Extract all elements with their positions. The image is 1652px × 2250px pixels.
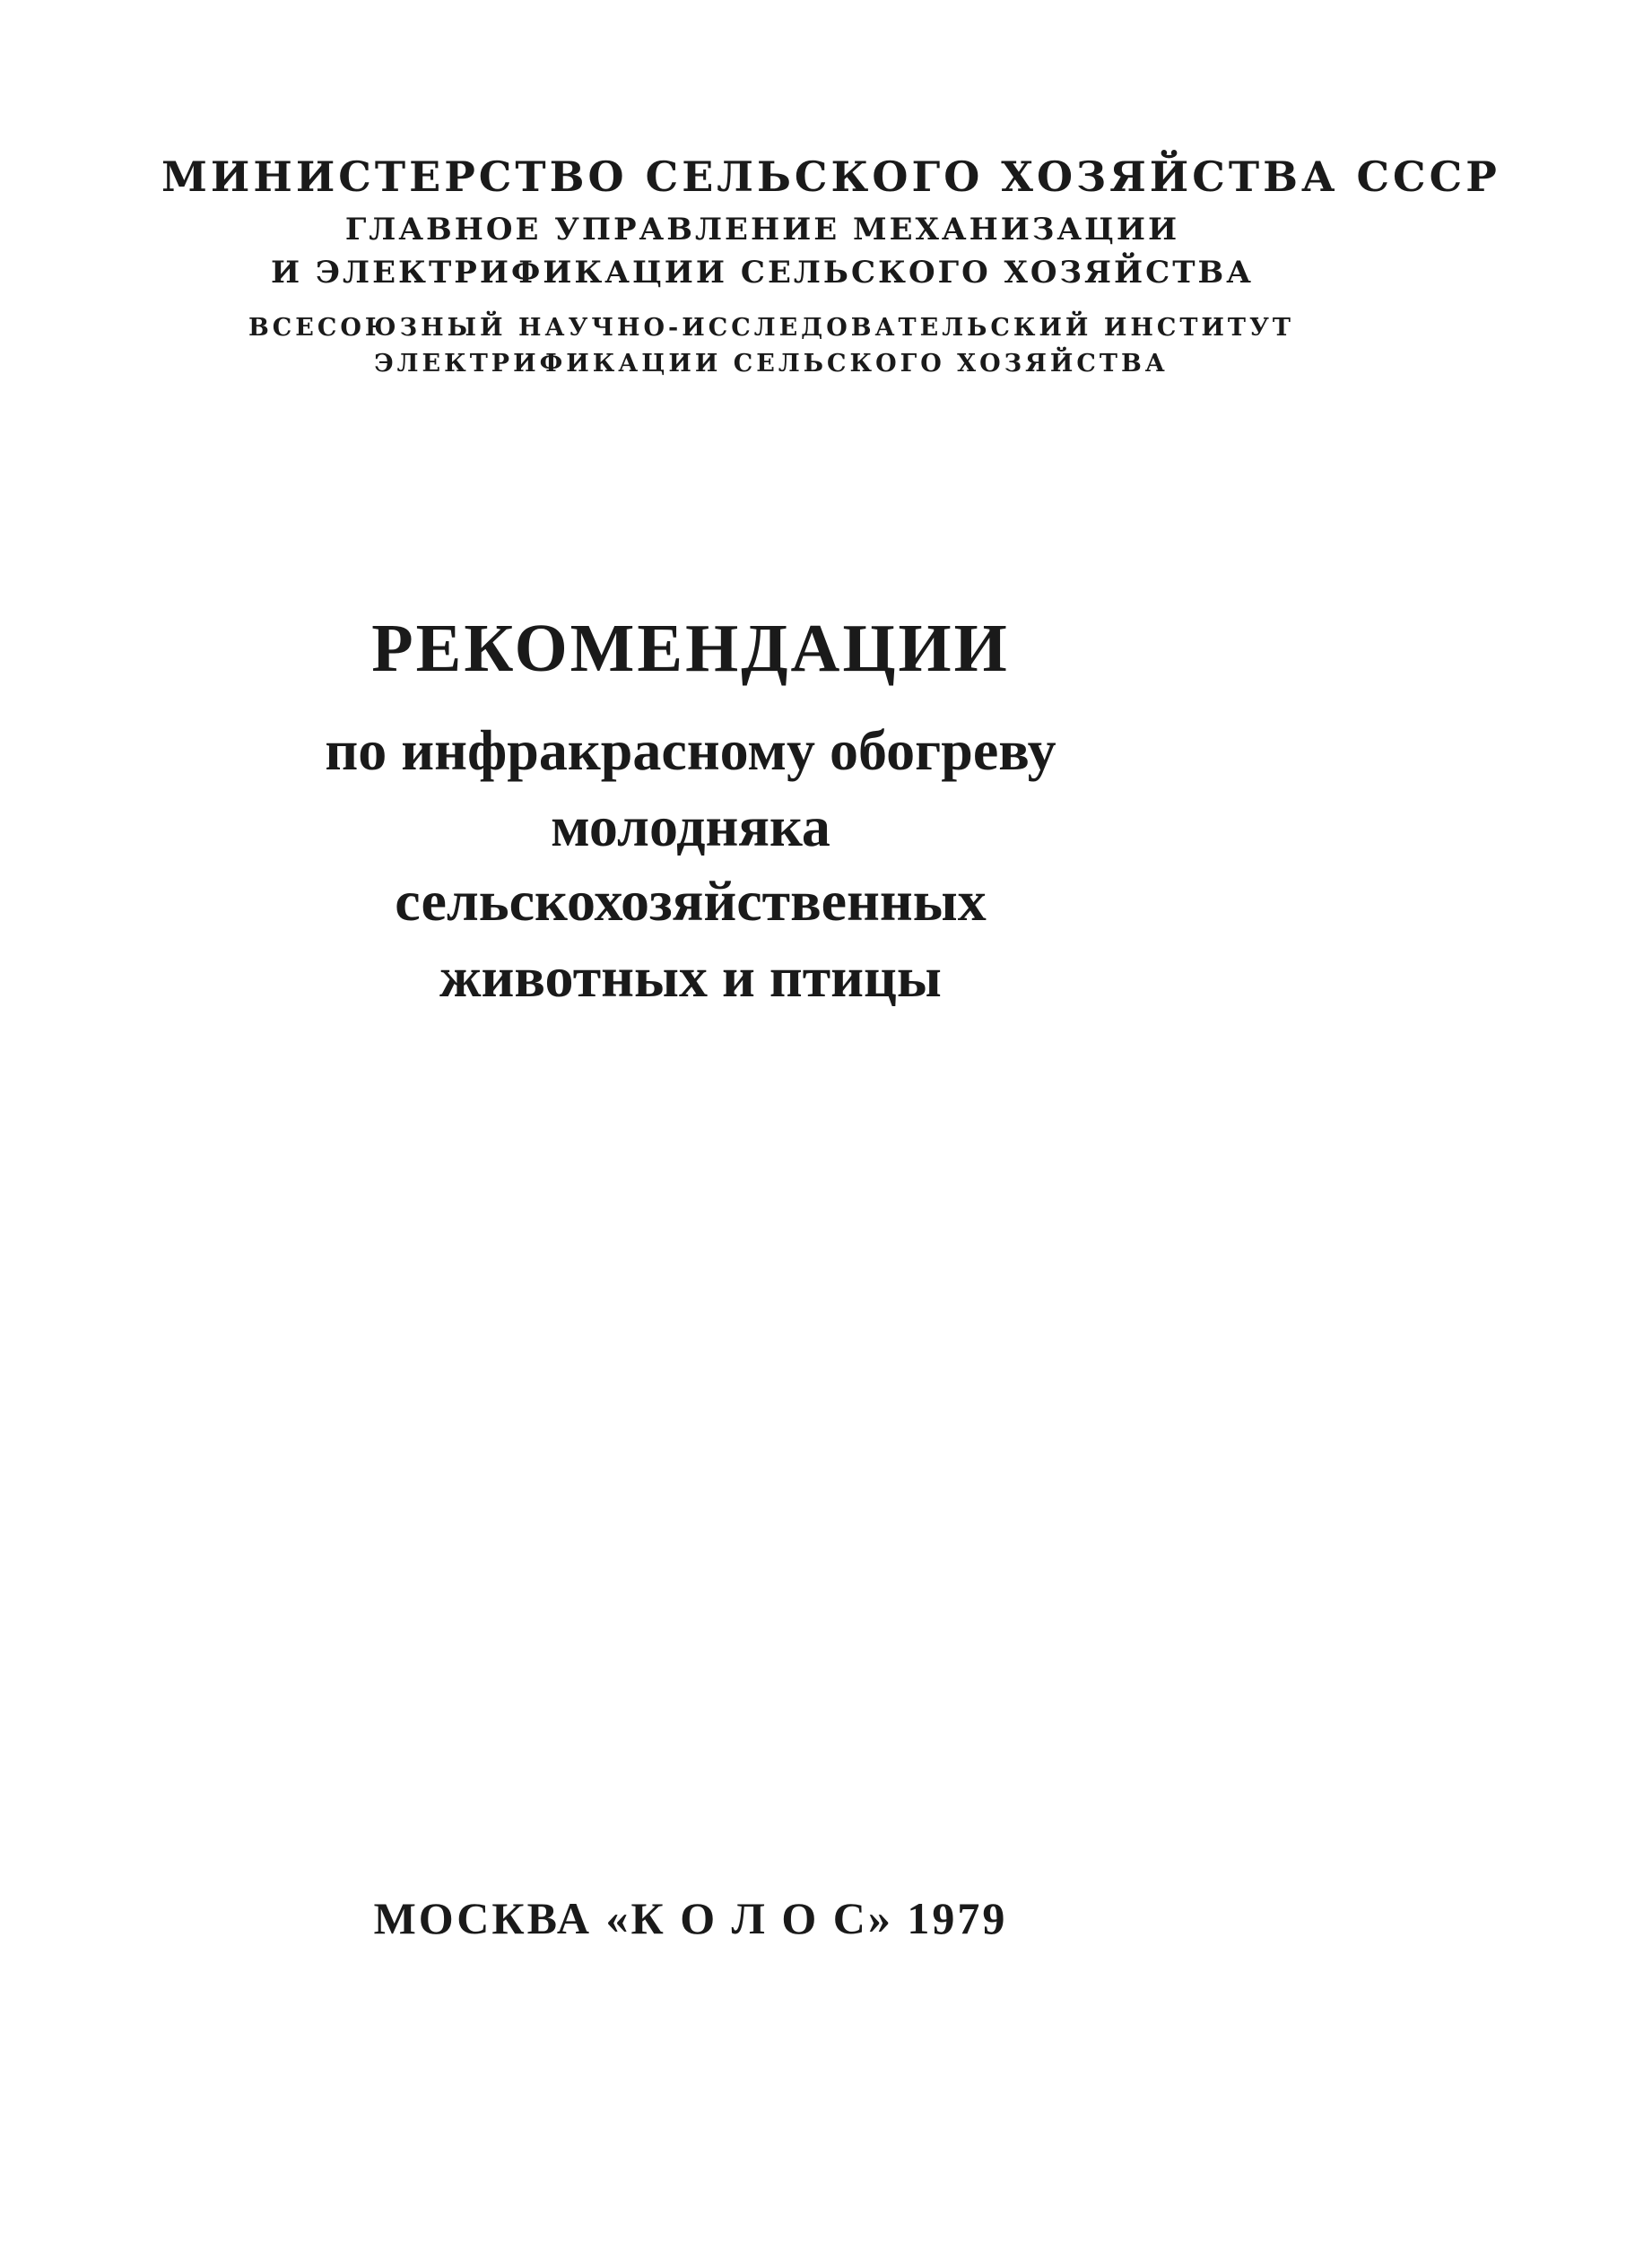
- department-heading-line-1: ГЛАВНОЕ УПРАВЛЕНИЕ МЕХАНИЗАЦИИ: [344, 212, 1180, 248]
- ministry-heading: МИНИСТЕРСТВО СЕЛЬСКОГО ХОЗЯЙСТВА СССР: [161, 152, 1500, 201]
- subtitle-line-1: по инфракрасному обогреву: [325, 718, 1056, 782]
- subtitle-line-4: животных и птицы: [439, 945, 942, 1009]
- document-title: РЕКОМЕНДАЦИИ: [371, 611, 1010, 686]
- institute-heading-line-2: ЭЛЕКТРИФИКАЦИИ СЕЛЬСКОГО ХОЗЯЙСТВА: [374, 350, 1169, 378]
- subtitle-line-3: сельскохозяйственных: [395, 869, 987, 933]
- department-heading-line-2: И ЭЛЕКТРИФИКАЦИИ СЕЛЬСКОГО ХОЗЯЙСТВА: [271, 255, 1254, 291]
- subtitle-line-2: молодняка: [551, 795, 830, 858]
- publisher-imprint: МОСКВА «К О Л О С» 1979: [373, 1893, 1008, 1943]
- institute-heading-line-1: ВСЕСОЮЗНЫЙ НАУЧНО-ИССЛЕДОВАТЕЛЬСКИЙ ИНСТИТУТ: [248, 314, 1295, 342]
